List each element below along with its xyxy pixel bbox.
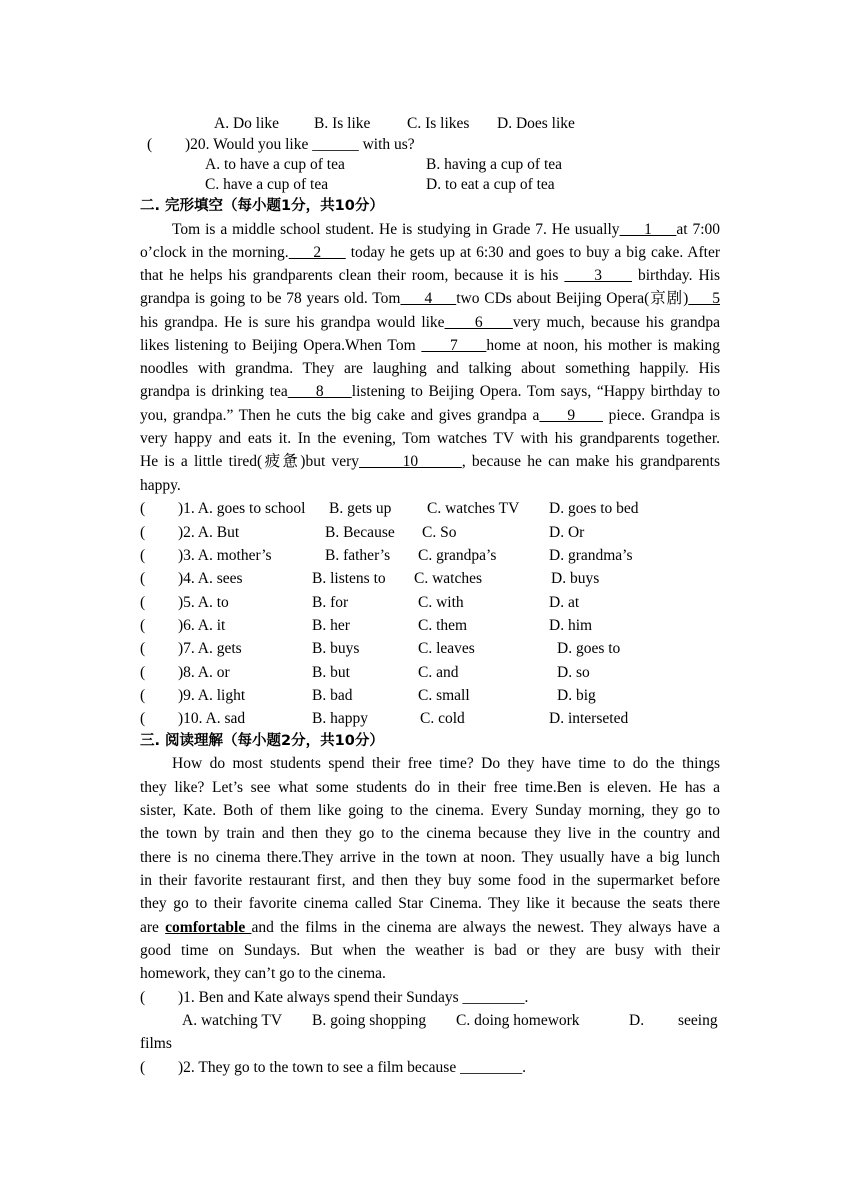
question-option-b: B. for	[312, 594, 349, 611]
answer-paren: (	[140, 640, 146, 657]
reading-q1-option-d-text: seeing	[678, 1012, 718, 1029]
answer-paren: (	[140, 594, 146, 611]
cloze-line-5: his grandpa. He is sure his grandpa would like 6 very much, because his grandpa	[140, 314, 720, 331]
question-option-a: )3. A. mother’s	[178, 547, 272, 564]
question-option-a: )9. A. light	[178, 687, 246, 704]
blank-8[interactable]: 8	[287, 383, 352, 400]
question-option-a: )4. A. sees	[178, 570, 243, 587]
keyword-comfortable: comfortable	[165, 919, 252, 936]
question-option-d: D. Or	[549, 524, 585, 541]
question-option-b: B. her	[312, 617, 350, 634]
blank-3[interactable]: 3	[564, 267, 632, 284]
q20-option-b: B. having a cup of tea	[426, 156, 563, 173]
answer-paren: (	[140, 710, 146, 727]
answer-paren: (	[140, 570, 146, 587]
question-option-c: C. them	[418, 617, 468, 634]
reading-q1-option-a: A. watching TV	[182, 1012, 283, 1029]
question-option-d: D. goes to	[557, 640, 621, 657]
section2-heading: 二. 完形填空（每小题1分，共10分）	[140, 198, 384, 214]
reading-q1-option-c: C. doing homework	[456, 1012, 580, 1029]
cloze-line-7: noodles with grandma. They are laughing and talking about something happily. His	[140, 360, 720, 377]
blank-2[interactable]: 2	[288, 244, 346, 261]
blank-10[interactable]: 10	[359, 453, 462, 470]
question-option-c: C. cold	[420, 710, 465, 727]
question-option-c: C. small	[418, 687, 470, 704]
blank-4[interactable]: 4	[400, 290, 457, 307]
cloze-line-10: very happy and eats it. In the evening, Tom watches TV with his grandparents together.	[140, 430, 720, 447]
blank-9[interactable]: 9	[539, 407, 603, 424]
question-option-d: D. buys	[551, 570, 600, 587]
reading-line-10: homework, they can’t go to the cinema.	[140, 965, 386, 982]
reading-line-1: How do most students spend their free time? Do they have time to do the things	[172, 755, 720, 772]
question-option-d: D. goes to bed	[549, 500, 639, 517]
cloze-line-1: Tom is a middle school student. He is studying in Grade 7. He usually 1 at 7:00	[172, 221, 721, 238]
question-option-b: B. father’s	[325, 547, 391, 564]
reading-q1-stem: )1. Ben and Kate always spend their Sundays ________.	[178, 989, 529, 1006]
cloze-line-8: grandpa is drinking tea 8 listening to Beijing Opera. Tom says, “Happy birthday to	[140, 383, 720, 400]
blank-6[interactable]: 6	[444, 314, 513, 331]
question-option-a: )5. A. to	[178, 594, 229, 611]
question-option-c: C. watches TV	[427, 500, 520, 517]
reading-line-3: sister, Kate. Both of them like going to the cinema. Every Sunday morning, they go to	[140, 802, 720, 819]
question-option-d: D. so	[557, 664, 590, 681]
q19-option-d: D. Does like	[497, 115, 575, 132]
q19-option-b: B. Is like	[314, 115, 371, 132]
question-option-c: C. watches	[414, 570, 483, 587]
question-option-a: )8. A. or	[178, 664, 230, 681]
question-option-c: C. leaves	[418, 640, 475, 657]
question-option-d: D. interseted	[549, 710, 629, 727]
q19-option-a: A. Do like	[214, 115, 280, 132]
blank-1[interactable]: 1	[619, 221, 677, 238]
cloze-line-11: He is a little tired(疲惫)but very 10 , because he can make his grandparents	[140, 453, 720, 470]
q20-stem: )20. Would you like ______ with us?	[185, 136, 415, 153]
reading-line-9: good time on Sundays. But when the weather is bad or they are busy with their	[140, 942, 720, 959]
question-option-a: )1. A. goes to school	[178, 500, 306, 517]
question-option-b: B. happy	[312, 710, 368, 727]
question-option-d: D. grandma’s	[549, 547, 633, 564]
question-option-c: C. grandpa’s	[418, 547, 497, 564]
reading-q2-stem: )2. They go to the town to see a film because ________.	[178, 1059, 526, 1076]
question-option-c: C. with	[418, 594, 464, 611]
question-option-b: B. but	[312, 664, 350, 681]
q20-option-c: C. have a cup of tea	[205, 176, 329, 193]
question-option-a: )10. A. sad	[178, 710, 246, 727]
question-option-b: B. listens to	[312, 570, 386, 587]
question-option-b: B. gets up	[329, 500, 392, 517]
q20-option-d: D. to eat a cup of tea	[426, 176, 555, 193]
question-option-d: D. big	[557, 687, 596, 704]
cloze-line-12: happy.	[140, 477, 181, 494]
question-option-c: C. So	[422, 524, 457, 541]
reading-q1-option-d-wrap: films	[140, 1035, 172, 1052]
answer-paren: (	[140, 524, 146, 541]
q19-option-c: C. Is likes	[407, 115, 470, 132]
answer-paren: (	[140, 664, 146, 681]
answer-paren: (	[140, 617, 146, 634]
q20-option-a: A. to have a cup of tea	[205, 156, 345, 173]
cloze-line-9: you, grandpa.” Then he cuts the big cake and gives grandpa a 9 piece. Grandpa is	[140, 407, 721, 424]
reading-q1-option-b: B. going shopping	[312, 1012, 427, 1029]
reading-line-2: they like? Let’s see what some students do in their free time.Ben is eleven. He has a	[140, 779, 720, 796]
cloze-line-2: o’clock in the morning. 2 today he gets up at 6:30 and goes to buy a big cake. After	[140, 244, 721, 261]
answer-paren: (	[140, 500, 146, 517]
reading-line-6: in their favorite restaurant first, and then they buy some food in the supermarket before	[140, 872, 720, 889]
question-option-a: )6. A. it	[178, 617, 226, 634]
question-option-b: B. bad	[312, 687, 353, 704]
reading-line-4: the town by train and then they go to the cinema because they live in the country and	[140, 825, 720, 842]
question-option-a: )7. A. gets	[178, 640, 242, 657]
reading-q2-paren: (	[140, 1059, 146, 1076]
question-option-d: D. him	[549, 617, 593, 634]
reading-q1-option-d-letter: D.	[629, 1012, 645, 1029]
section3-heading: 三. 阅读理解（每小题2分，共10分）	[140, 733, 384, 749]
question-option-d: D. at	[549, 594, 580, 611]
blank-7[interactable]: 7	[421, 337, 487, 354]
answer-paren: (	[140, 547, 146, 564]
reading-line-7: they go to their favorite cinema called Star Cinema. They like it because the seats there	[140, 895, 720, 912]
question-option-a: )2. A. But	[178, 524, 240, 541]
blank-5[interactable]: 5	[688, 290, 720, 307]
question-option-b: B. Because	[325, 524, 395, 541]
cloze-line-3: that he helps his grandparents clean their room, because it is his 3 birthday. His	[140, 267, 721, 284]
cloze-line-6: likes listening to Beijing Opera.When Tom 7 home at noon, his mother is making	[140, 337, 720, 354]
cloze-line-4: grandpa is going to be 78 years old. Tom 4 two CDs about Beijing Opera(京剧) 5	[140, 290, 720, 307]
question-option-b: B. buys	[312, 640, 360, 657]
question-option-c: C. and	[418, 664, 459, 681]
reading-line-8: are comfortable and the films in the cinema are always the newest. They always have a	[140, 919, 720, 936]
answer-paren: (	[140, 687, 146, 704]
q20-paren: (	[147, 136, 153, 153]
reading-line-5: there is no cinema there.They arrive in the town at noon. They usually have a big lunch	[140, 849, 720, 866]
reading-q1-paren: (	[140, 989, 146, 1006]
